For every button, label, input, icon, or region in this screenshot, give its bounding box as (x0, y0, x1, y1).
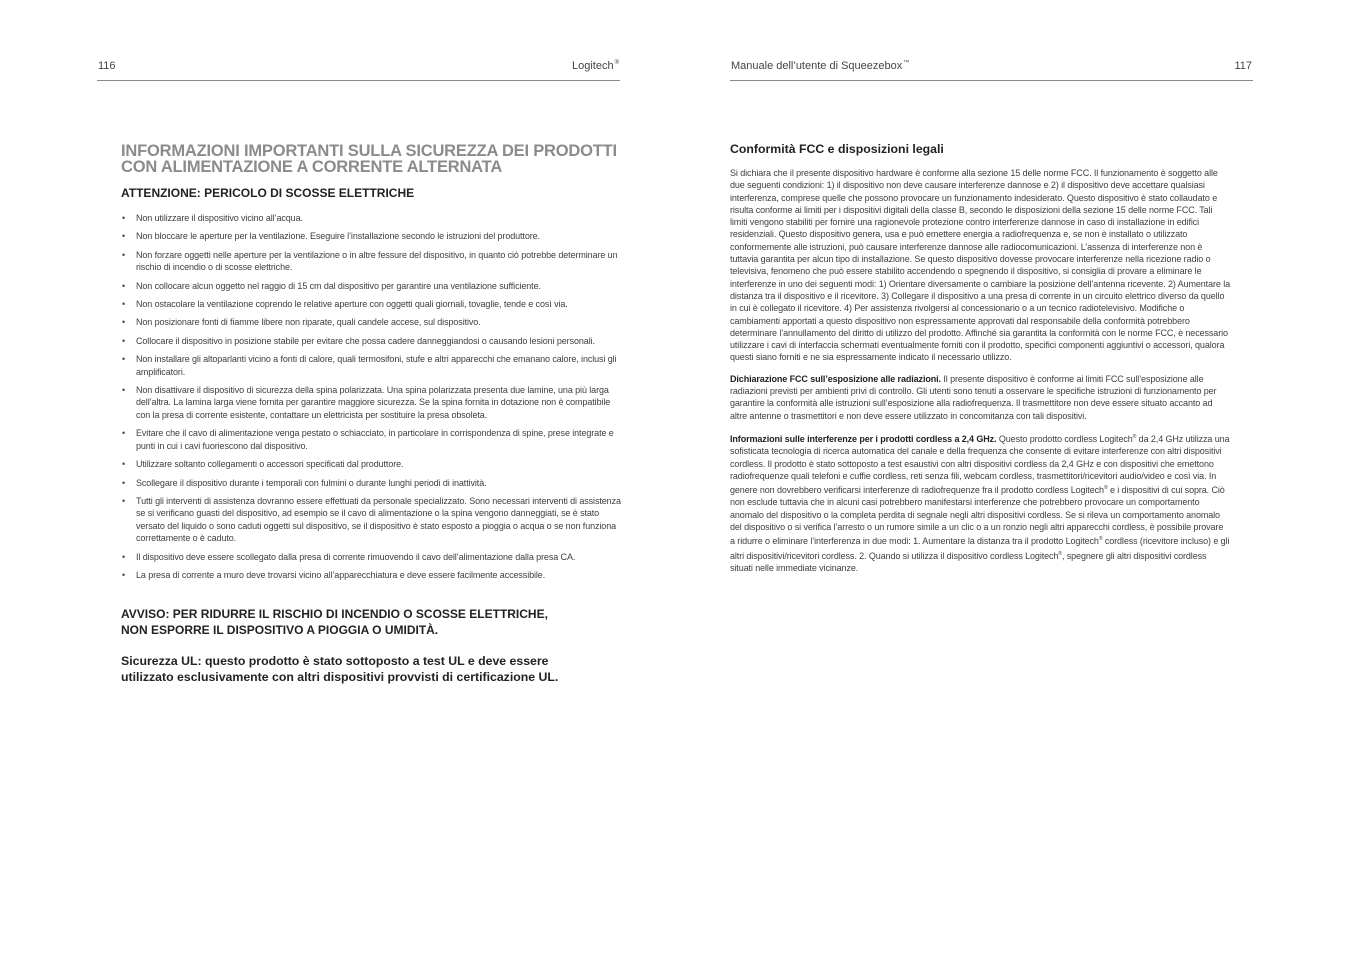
radiation-exposure-paragraph (730, 373, 1230, 422)
page-header-left (97, 58, 620, 81)
manual-title: Manuale dell’utente di Squeezebox™ (731, 60, 910, 72)
cordless-interference-paragraph (730, 431, 1230, 574)
page-number: 117 (1234, 60, 1252, 72)
list-item: • Non posizionare fonti di fiamme libere non riparate, quali candele accese, sul dispositivo. (121, 316, 621, 328)
right-page (676, 0, 1351, 954)
radiation-lead: Dichiarazione FCC sull’esposizione alle radiazioni. (730, 373, 941, 384)
fire-warning-line-2: NON ESPORRE IL DISPOSITIVO A PIOGGIA O UMIDITÀ. (121, 623, 439, 638)
safety-title-line-2: CON ALIMENTAZIONE A CORRENTE ALTERNATA (121, 158, 503, 176)
registered-mark: ® (614, 60, 619, 67)
ul-safety-note (121, 653, 621, 685)
safety-section (121, 143, 621, 685)
list-item: • Non utilizzare il dispositivo vicino all’acqua. (121, 212, 621, 224)
fire-warning (121, 606, 621, 638)
cordless-text-4: cordless (ricevitore incluso) e gli altri dispositivi/ricevitori cordless. 2. Quando si utilizza il dispositivo cordless Logitech (730, 536, 1230, 561)
list-item: • Non forzare oggetti nelle aperture per la ventilazione o in altre fessure del dispositivo, in quanto ciò potrebbe determinare un rischio di incendio o di scosse elettriche. (121, 249, 621, 274)
registered-mark: ® (1103, 485, 1108, 492)
fire-warning-line-1: AVVISO: PER RIDURRE IL RISCHIO DI INCENDIO O SCOSSE ELETTRICHE, (121, 607, 548, 622)
cordless-text-3: e i dispositivi di cui sopra. Ciò non esclude tuttavia che in alcuni casi potrebbero manifestarsi interferenze che potrebbero provocare un comportamento anomalo del dispositivo o la completa perdita di segnale negli altri dispositivi cordless. Se si rileva un comportamento anomalo del dispositivo o si verifica l’arresto o un rumore simile a un clic o a un ronzio negli altri apparecchi cordless, è possibile provare a ridurre o eliminare l’interferenza in due modi: 1. Aumentare la distanza tra il prodotto Logitech (730, 485, 1225, 547)
safety-title (121, 143, 621, 175)
page-header-right (730, 58, 1253, 81)
page-number: 116 (98, 60, 116, 72)
radiation-body: Il presente dispositivo è conforme ai limiti FCC sull’esposizione alle radiazioni previsti per ambienti privi di controllo. Gli utenti sono tenuti a osservare le specifiche istruzioni di funzionamento per garantire la conformità alle istruzioni sull’esposizione alla radiofrequenza. Il trasmettitore non deve essere situato accanto ad altre antenne o trasmettitori e non deve essere utilizzato in concomitanza con tali dispositivi. (730, 373, 1217, 421)
registered-mark: ® (1132, 433, 1137, 440)
ul-note-line-1: Sicurezza UL: questo prodotto è stato sottoposto a test UL e deve essere (121, 654, 549, 669)
registered-mark: ® (1058, 550, 1062, 557)
list-item: • Non ostacolare la ventilazione coprendo le relative aperture con oggetti quali giornali, tovaglie, tende e così via. (121, 298, 621, 310)
list-item: • Scollegare il dispositivo durante i temporali con fulmini o durante lunghi periodi di inattività. (121, 477, 621, 489)
safety-bullet-list (121, 212, 621, 581)
list-item: • Evitare che il cavo di alimentazione venga pestato o schiacciato, in particolare in corrispondenza di spine, prese integrate e punti in cui i cavi fuoriescono dal dispositivo. (121, 427, 621, 452)
list-item: • Non bloccare le aperture per la ventilazione. Eseguire l’installazione secondo le istruzioni del produttore. (121, 230, 621, 242)
trademark-mark: ™ (903, 60, 910, 67)
list-item: • Il dispositivo deve essere scollegato dalla presa di corrente rimuovendo il cavo dell’alimentazione dalla presa CA. (121, 551, 621, 563)
shock-warning-heading: ATTENZIONE: PERICOLO DI SCOSSE ELETTRICHE (121, 186, 415, 200)
fcc-compliance-paragraph: Si dichiara che il presente dispositivo hardware è conforme alla sezione 15 delle norme FCC. Il funzionamento è soggetto alle due seguenti condizioni: 1) il dispositivo non deve causare interferenze dannose e 2) il dispositivo deve accettare qualsiasi interferenza, comprese quelle che possono provocare un funzionamento indesiderato. Questo dispositivo è stato collaudato e risulta conforme ai limiti per i dispositivi digitali della classe B, secondo le disposizioni della sezione 15 delle norme FCC. Tali limiti vengono stabiliti per fornire una ragionevole protezione contro interferenze dannose in caso di installazione in edifici residenziali. Questo dispositivo genera, usa e può emettere energia a radiofrequenza e, se non è installato o utilizzato conformemente alle istruzioni, può causare interferenze dannose alle radiocomunicazioni. L’assenza di interferenze non è tuttavia garantita per alcun tipo di installazione. Se questo dispositivo dovesse provocare interferenze nella ricezione radio o televisiva, fenomeno che può essere stabilito accendendo o spegnendo il dispositivo, si consiglia di provare a eliminare le interferenze in uno dei seguenti modi: 1) Orientare diversamente o cambiare la posizione dell’antenna ricevente. 2) Aumentare la distanza tra il dispositivo e il ricevitore. 3) Collegare il dispositivo a una presa di corrente in un circuito elettrico diverso da quello in cui è collegato il ricevitore. 4) Per assistenza rivolgersi al concessionario o a un tecnico radiotelevisivo. Modifiche o cambiamenti apportati a questo dispositivo non espressamente approvati dal responsabile della conformità potrebbero determinare l’annullamento del diritto di utilizzo del prodotto. Affinché sia garantita la conformità con le norme FCC, è necessario utilizzare i cavi di interfaccia schermati eventualmente forniti con il prodotto, specifici componenti aggiuntivi o accessori, qualora questi siano forniti e ne sia espressamente indicato il necessario utilizzo. (730, 168, 1230, 363)
fcc-section (730, 142, 1230, 583)
left-page (0, 0, 675, 954)
list-item: • Non disattivare il dispositivo di sicurezza della spina polarizzata. Una spina polarizzata presenta due lamine, una più larga dell’altra. La lamina larga viene fornita per garantire maggiore sicurezza. Se la spina fornita in dotazione non è compatibile con la presa di corrente esistente, contattare un elettricista per sostituire la presa obsoleta. (121, 384, 621, 421)
list-item: • Non installare gli altoparlanti vicino a fonti di calore, quali termosifoni, stufe e altri apparecchi che emanano calore, inclusi gli amplificatori. (121, 353, 621, 378)
safety-title-line-1: INFORMAZIONI IMPORTANTI SULLA SICUREZZA DEI PRODOTTI (121, 142, 617, 160)
fcc-heading: Conformità FCC e disposizioni legali (730, 142, 944, 156)
list-item: • La presa di corrente a muro deve trovarsi vicino all’apparecchiatura e deve essere facilmente accessibile. (121, 569, 621, 581)
cordless-text-5: , spegnere gli altri dispositivi cordless situati nelle immediate vicinanze. (730, 550, 1207, 573)
cordless-text-2: da 2,4 GHz utilizza una sofisticata tecnologia di ricerca automatica del canale e della frequenza che consente di evitare interferenze con altri dispositivi cordless. Il prodotto è stato sottoposto a test esaustivi con altri dispositivi cordless da 2,4 GHz e con dispositivi che emettono radiofrequenze quali telefoni e cuffie cordless, reti senza fili, webcam cordless, trasmettitori/ricevitori audio/video e così via. In genere non dovrebbero verificarsi interferenze di radiofrequenze fra il prodotto cordless Logitech (730, 433, 1230, 496)
list-item: • Tutti gli interventi di assistenza dovranno essere effettuati da personale specializzato. Sono necessari interventi di assistenza se si verificano guasti del dispositivo, ad esempio se il cavo di alimentazione o la spina vengono danneggiati, se è stato versato del liquido o sono caduti oggetti sul dispositivo, se il dispositivo è stato esposto a pioggia o acqua o se non funziona correttamente o è caduto. (121, 495, 621, 545)
list-item: • Non collocare alcun oggetto nel raggio di 15 cm dal dispositivo per garantire una ventilazione sufficiente. (121, 280, 621, 292)
registered-mark: ® (1098, 536, 1103, 543)
ul-note-line-2: utilizzato esclusivamente con altri dispositivi provvisti di certificazione UL. (121, 670, 559, 685)
cordless-text-1: Questo prodotto cordless Logitech (998, 433, 1133, 444)
list-item: • Collocare il dispositivo in posizione stabile per evitare che possa cadere danneggiandosi o causando lesioni personali. (121, 335, 621, 347)
list-item: • Utilizzare soltanto collegamenti o accessori specificati dal produttore. (121, 458, 621, 470)
brand-name: Logitech® (571, 60, 619, 72)
cordless-lead: Informazioni sulle interferenze per i prodotti cordless a 2,4 GHz. (730, 433, 997, 444)
